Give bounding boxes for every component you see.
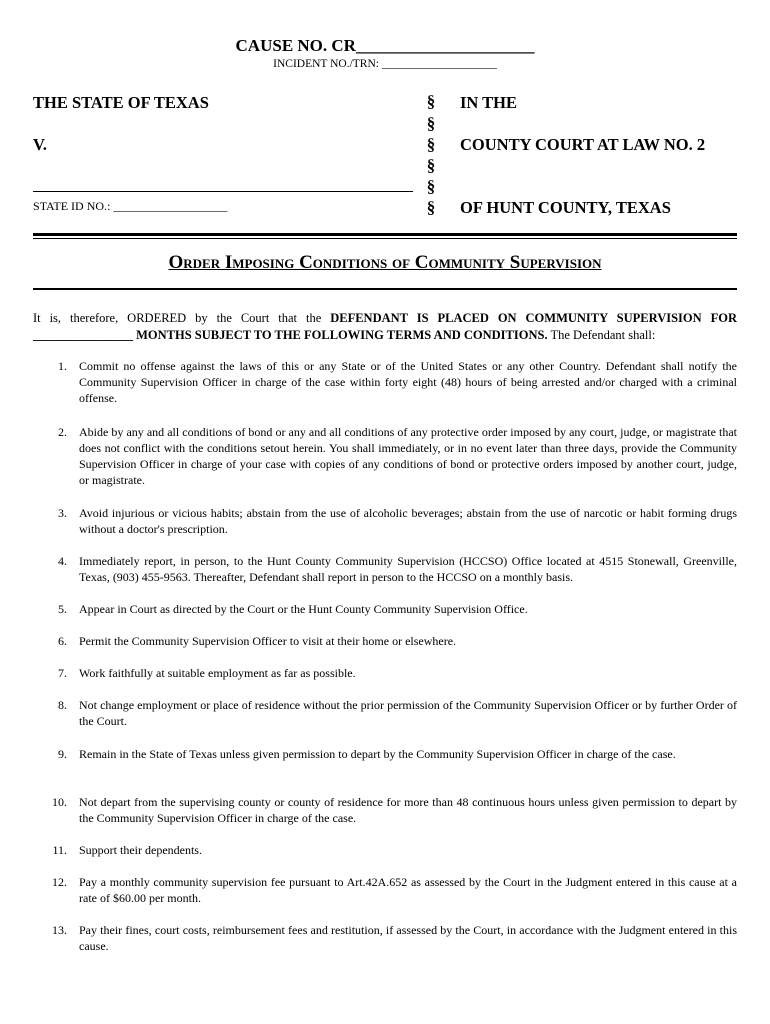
item-number: 9. (58, 747, 67, 761)
item-number: 5. (58, 602, 67, 616)
order-intro (33, 310, 737, 344)
caption-court-line1: IN THE (460, 93, 518, 112)
state-id-field (33, 199, 227, 214)
item-number: 6. (58, 634, 67, 648)
divider (33, 238, 737, 239)
item-text: Work faithfully at suitable employment as far as possible. (79, 666, 356, 680)
state-id-label-rest: TATE ID (39, 199, 87, 213)
item-number: 1. (58, 359, 67, 373)
intro-end: The Defendant shall: (547, 328, 656, 342)
section-symbol: § (426, 92, 436, 111)
intro-start: It is, therefore, ORDERED by the Court that the (33, 311, 331, 325)
item-number: 2. (58, 425, 67, 439)
item-text: Not depart from the supervising county or county of residence for more than 48 continuous hours unless given permission to depart by the Community Supervision Officer in charge of the case. (79, 795, 737, 825)
section-symbol: § (426, 198, 436, 217)
item-number: 12. (52, 875, 67, 889)
item-number: 10. (52, 795, 67, 809)
item-number: 11. (52, 843, 67, 857)
item-text: Permit the Community Supervision Officer to visit at their home or elsewhere. (79, 634, 457, 648)
item-text: Remain in the State of Texas unless given permission to depart by the Community Supervision Officer in charge of the case. (79, 747, 676, 761)
defendant-name-line (33, 191, 413, 192)
item-text: Support their dependents. (79, 843, 202, 857)
item-text: Appear in Court as directed by the Court or the Hunt County Community Supervision Office. (79, 602, 528, 616)
item-text: Abide by any and all conditions of bond or any and all conditions of any protective order imposed by any court, judge, or magistrate that does not conflict with the conditions setout herein. You shall immediately, or in no event later than three days, provide the Community Supervision Officer in charge of your case with copies of any conditions of bond or protective orders imposed by another court, judge, or magistrate. (79, 425, 737, 487)
item-number: 4. (58, 554, 67, 568)
caption-state: THE STATE OF TEXAS (33, 93, 209, 112)
item-text: Pay a monthly community supervision fee pursuant to Art.42A.652 as assessed by the Court in the Judgment entered in this cause at a rate of $60.00 per month. (79, 875, 737, 905)
item-number: 3. (58, 506, 67, 520)
incident-number: INCIDENT NO./TRN: ____________________ (273, 58, 497, 70)
caption-versus: V. (33, 135, 47, 154)
caption-court-line2: COUNTY COURT AT LAW NO. 2 (460, 135, 706, 154)
item-text: Immediately report, in person, to the Hunt County Community Supervision (HCCSO) Office located at 4515 Stonewall, Greenville, Texas, (903) 455-9563. Thereafter, Defendant shall report in person to the HCCSO on a monthly basis. (79, 554, 737, 584)
item-number: 8. (58, 698, 67, 712)
section-symbol: § (426, 156, 436, 175)
cause-number: CAUSE NO. CR_____________________ (235, 36, 535, 55)
item-number: 13. (52, 923, 67, 937)
state-id-blank: : ___________________ (107, 199, 228, 213)
state-id-label-first: S (33, 199, 40, 213)
section-symbol: § (426, 114, 436, 133)
state-id-no-rest: O. (95, 199, 108, 213)
state-id-no-first: N (86, 199, 96, 213)
section-symbol: § (426, 177, 436, 196)
item-text: Pay their fines, court costs, reimbursement fees and restitution, if assessed by the Court, in accordance with the Judgment entered in this cause. (79, 923, 737, 953)
divider (33, 288, 737, 290)
item-number: 7. (58, 666, 67, 680)
item-text: Not change employment or place of residence without the prior permission of the Community Supervision Officer or by further Order of the Court. (79, 698, 737, 728)
item-text: Avoid injurious or vicious habits; abstain from the use of alcoholic beverages; abstain from the use of narcotic or habit forming drugs without a doctor's prescription. (79, 506, 737, 536)
intro-bold: DEFENDANT IS PLACED ON COMMUNITY SUPERVISION FOR ________________ MONTHS SUBJECT TO THE FOLLOWING TERMS AND CONDITIONS. (33, 311, 737, 342)
divider (33, 233, 737, 236)
document-title: Order Imposing Conditions of Community Supervision (168, 252, 602, 273)
item-text: Commit no offense against the laws of this or any State or of the United States or any other Country. Defendant shall notify the Community Supervision Officer in charge of the case within forty eight (48) hours of being arrested and/or charged with a criminal offense. (79, 359, 737, 405)
section-symbol: § (426, 135, 436, 154)
caption-court-line3: OF HUNT COUNTY, TEXAS (460, 198, 671, 217)
